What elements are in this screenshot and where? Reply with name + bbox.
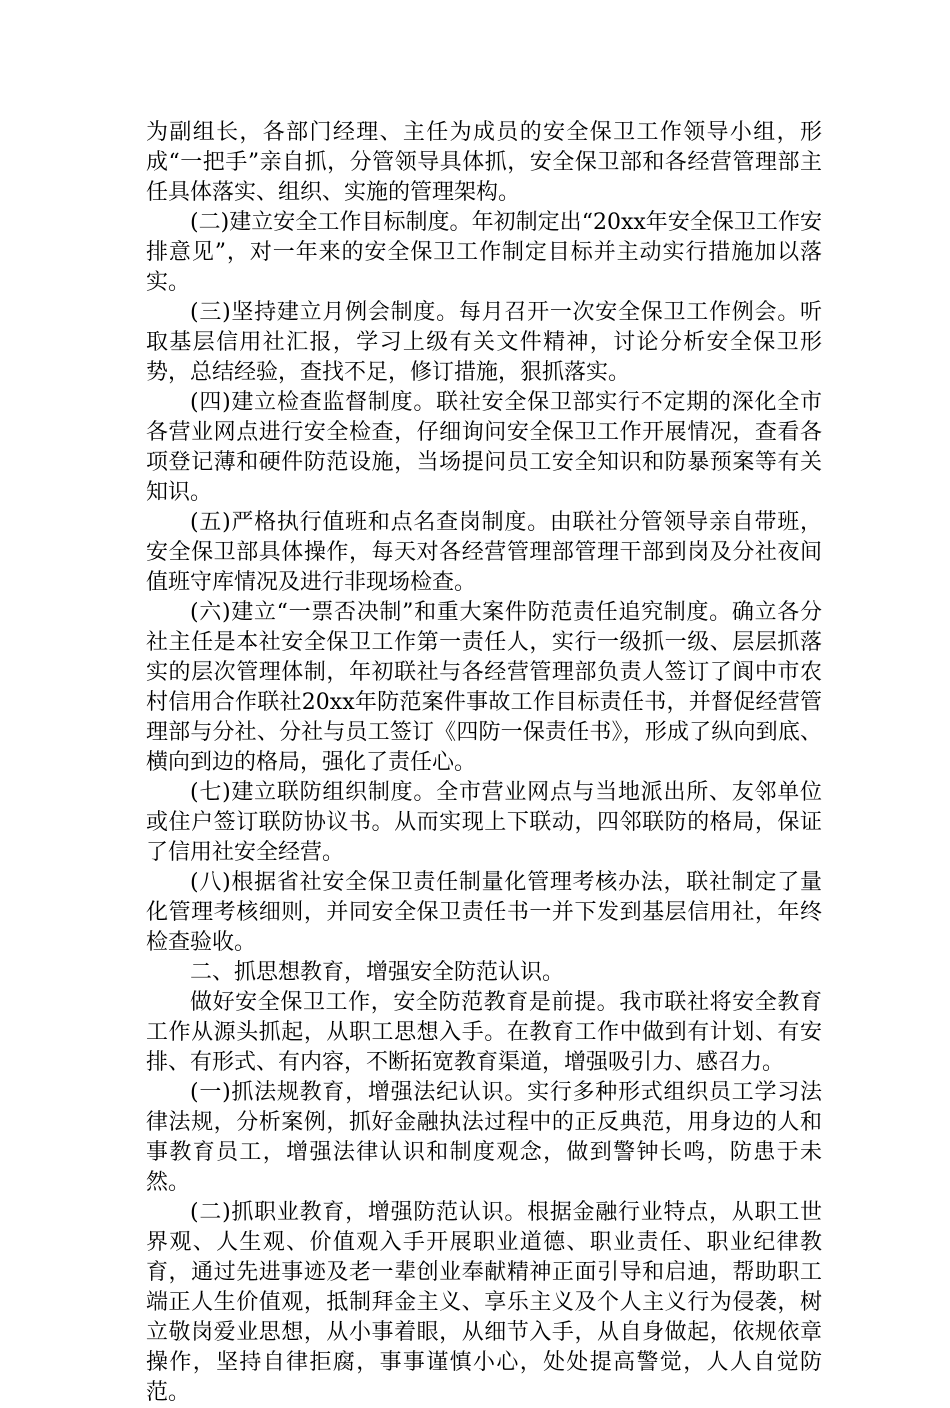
paragraph: 做好安全保卫工作，安全防范教育是前提。我市联社将安全教育工作从源头抓起，从职工思想入手。在教育工作中做到有计划、有安排、有形式、有内容，不断拓宽教育渠道，增强吸引力、感召力。 [146, 990, 822, 1075]
paragraph: (六)建立“一票否决制”和重大案件防范责任追究制度。确立各分社主任是本社安全保卫工作第一责任人，实行一级抓一级、层层抓落实的层次管理体制，年初联社与各经营管理部负责人签订了阆中市农村信用合作联社20xx年防范案件事故工作目标责任书，并督促经营管理部与分社、分社与员工签订《四防一保责任书》，形成了纵向到底、横向到边的格局，强化了责任心。 [146, 600, 822, 775]
paragraph: 为副组长，各部门经理、主任为成员的安全保卫工作领导小组，形成“一把手”亲自抓，分管领导具体抓，安全保卫部和各经营管理部主任具体落实、组织、实施的管理架构。 [146, 120, 822, 205]
paragraph: (二)建立安全工作目标制度。年初制定出“20xx年安全保卫工作安排意见”，对一年来的安全保卫工作制定目标并主动实行措施加以落实。 [146, 210, 822, 295]
paragraph: (七)建立联防组织制度。全市营业网点与当地派出所、友邻单位或住户签订联防协议书。从而实现上下联动，四邻联防的格局，保证了信用社安全经营。 [146, 780, 822, 865]
paragraph: (八)根据省社安全保卫责任制量化管理考核办法，联社制定了量化管理考核细则，并同安全保卫责任书一并下发到基层信用社，年终检查验收。 [146, 870, 822, 955]
section-heading: 二、抓思想教育，增强安全防范认识。 [190, 960, 565, 985]
paragraph: (三)坚持建立月例会制度。每月召开一次安全保卫工作例会。听取基层信用社汇报，学习上级有关文件精神，讨论分析安全保卫形势，总结经验，查找不足，修订措施，狠抓落实。 [146, 300, 822, 385]
paragraph: (一)抓法规教育，增强法纪认识。实行多种形式组织员工学习法律法规，分析案例，抓好金融执法过程中的正反典范，用身边的人和事教育员工，增强法律认识和制度观念，做到警钟长鸣，防患于未然。 [146, 1080, 822, 1195]
paragraph: (四)建立检查监督制度。联社安全保卫部实行不定期的深化全市各营业网点进行安全检查，仔细询问安全保卫工作开展情况，查看各项登记薄和硬件防范设施，当场提问员工安全知识和防暴预案等有关知识。 [146, 390, 822, 505]
paragraph: (二)抓职业教育，增强防范认识。根据金融行业特点，从职工世界观、人生观、价值观入手开展职业道德、职业责任、职业纪律教育，通过先进事迹及老一辈创业奉献精神正面引导和启迪，帮助职工端正人生价值观，抵制拜金主义、享乐主义及个人主义行为侵袭，树立敬岗爱业思想，从小事着眼，从细节入手，从自身做起，依规依章操作，坚持自律拒腐，事事谨慎小心，处处提高警觉，人人自觉防范。 [146, 1200, 822, 1405]
paragraph: (五)严格执行值班和点名查岗制度。由联社分管领导亲自带班，安全保卫部具体操作，每天对各经营管理部管理干部到岗及分社夜间值班守库情况及进行非现场检查。 [146, 510, 822, 595]
document-body [146, 118, 822, 1408]
